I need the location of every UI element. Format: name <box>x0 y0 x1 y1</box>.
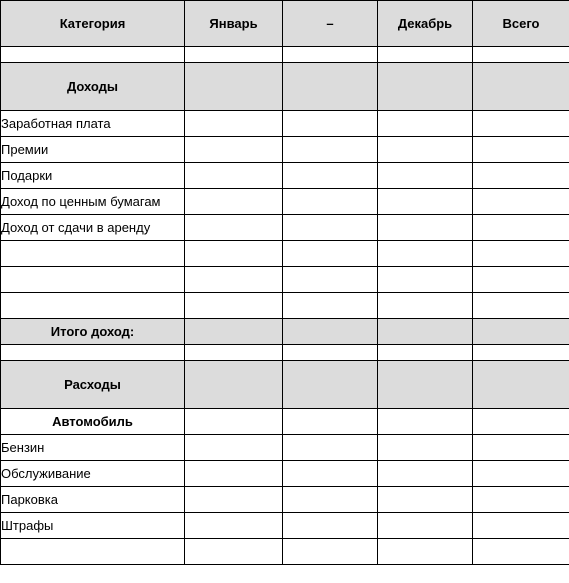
table-cell[interactable] <box>1 267 185 293</box>
table-cell[interactable] <box>378 461 473 487</box>
table-cell[interactable] <box>473 345 569 361</box>
table-cell[interactable] <box>185 539 283 565</box>
table-cell[interactable] <box>473 47 569 63</box>
table-cell[interactable] <box>283 293 378 319</box>
empty-row <box>1 241 569 267</box>
table-cell[interactable] <box>473 513 569 539</box>
table-cell[interactable] <box>1 47 185 63</box>
table-cell[interactable] <box>1 539 185 565</box>
expense-group-label: Автомобиль <box>1 409 185 435</box>
row-label: Штрафы <box>1 513 185 539</box>
table-cell[interactable] <box>283 409 378 435</box>
row-label: Обслуживание <box>1 461 185 487</box>
table-row <box>1 189 569 215</box>
table-cell[interactable] <box>473 215 569 241</box>
table-row <box>1 461 569 487</box>
table-cell[interactable] <box>378 539 473 565</box>
table-cell[interactable] <box>185 461 283 487</box>
col-header-january: Январь <box>185 1 283 47</box>
table-cell[interactable] <box>185 215 283 241</box>
table-cell[interactable] <box>473 63 569 111</box>
table-cell[interactable] <box>473 539 569 565</box>
row-label: Парковка <box>1 487 185 513</box>
table-cell[interactable] <box>185 345 283 361</box>
row-label: Премии <box>1 137 185 163</box>
table-cell[interactable] <box>473 319 569 345</box>
expenses-section-row <box>1 361 569 409</box>
table-cell[interactable] <box>378 513 473 539</box>
col-header-total: Всего <box>473 1 569 47</box>
table-cell[interactable] <box>473 111 569 137</box>
table-cell[interactable] <box>283 47 378 63</box>
table-cell[interactable] <box>378 319 473 345</box>
table-cell[interactable] <box>378 47 473 63</box>
table-cell[interactable] <box>283 111 378 137</box>
table-cell[interactable] <box>185 63 283 111</box>
table-cell[interactable] <box>1 293 185 319</box>
table-cell[interactable] <box>283 137 378 163</box>
table-cell[interactable] <box>283 487 378 513</box>
table-cell[interactable] <box>283 63 378 111</box>
table-cell[interactable] <box>473 293 569 319</box>
table-cell[interactable] <box>283 345 378 361</box>
table-cell[interactable] <box>378 267 473 293</box>
table-cell[interactable] <box>185 163 283 189</box>
table-cell[interactable] <box>473 487 569 513</box>
table-cell[interactable] <box>185 487 283 513</box>
table-cell[interactable] <box>283 163 378 189</box>
table-cell[interactable] <box>378 345 473 361</box>
table-cell[interactable] <box>185 189 283 215</box>
table-cell[interactable] <box>378 137 473 163</box>
empty-row <box>1 293 569 319</box>
table-row <box>1 513 569 539</box>
table-cell[interactable] <box>473 361 569 409</box>
table-cell[interactable] <box>283 267 378 293</box>
table-cell[interactable] <box>185 361 283 409</box>
table-cell[interactable] <box>378 163 473 189</box>
table-cell[interactable] <box>378 409 473 435</box>
empty-row <box>1 267 569 293</box>
row-label: Бензин <box>1 435 185 461</box>
table-cell[interactable] <box>283 241 378 267</box>
table-cell[interactable] <box>1 241 185 267</box>
table-row <box>1 435 569 461</box>
table-cell[interactable] <box>283 435 378 461</box>
table-cell[interactable] <box>473 137 569 163</box>
table-cell[interactable] <box>185 137 283 163</box>
col-header-category: Категория <box>1 1 185 47</box>
header-row <box>1 1 569 47</box>
table-cell[interactable] <box>378 111 473 137</box>
table-cell[interactable] <box>185 111 283 137</box>
spacer-row <box>1 47 569 63</box>
table-cell[interactable] <box>185 435 283 461</box>
table-cell[interactable] <box>283 539 378 565</box>
table-row <box>1 215 569 241</box>
table-row <box>1 137 569 163</box>
table-cell[interactable] <box>283 513 378 539</box>
table-cell[interactable] <box>185 47 283 63</box>
table-cell[interactable] <box>378 215 473 241</box>
empty-row <box>1 539 569 565</box>
col-header-dash: – <box>283 1 378 47</box>
table-cell[interactable] <box>378 241 473 267</box>
table-cell[interactable] <box>378 487 473 513</box>
income-section-row <box>1 63 569 111</box>
table-cell[interactable] <box>185 409 283 435</box>
table-cell[interactable] <box>378 63 473 111</box>
table-cell[interactable] <box>185 241 283 267</box>
col-header-december: Декабрь <box>378 1 473 47</box>
income-section-title: Доходы <box>1 63 185 111</box>
table-cell[interactable] <box>283 361 378 409</box>
table-cell[interactable] <box>185 267 283 293</box>
spacer-row <box>1 345 569 361</box>
expenses-section-title: Расходы <box>1 361 185 409</box>
table-cell[interactable] <box>378 189 473 215</box>
table-row <box>1 163 569 189</box>
table-cell[interactable] <box>473 435 569 461</box>
table-cell[interactable] <box>378 435 473 461</box>
table-cell[interactable] <box>283 215 378 241</box>
table-row <box>1 111 569 137</box>
table-cell[interactable] <box>473 163 569 189</box>
table-cell[interactable] <box>185 319 283 345</box>
table-cell[interactable] <box>378 293 473 319</box>
table-cell[interactable] <box>378 361 473 409</box>
expense-group-row <box>1 409 569 435</box>
table-cell[interactable] <box>1 345 185 361</box>
table-cell[interactable] <box>283 189 378 215</box>
table-cell[interactable] <box>473 241 569 267</box>
table-cell[interactable] <box>473 267 569 293</box>
income-total-label: Итого доход: <box>1 319 185 345</box>
table-cell[interactable] <box>283 461 378 487</box>
table-cell[interactable] <box>473 461 569 487</box>
table-cell[interactable] <box>185 293 283 319</box>
row-label: Заработная плата <box>1 111 185 137</box>
table-cell[interactable] <box>283 319 378 345</box>
income-total-row <box>1 319 569 345</box>
table-cell[interactable] <box>185 513 283 539</box>
row-label: Доход от сдачи в аренду <box>1 215 185 241</box>
row-label: Подарки <box>1 163 185 189</box>
table-row <box>1 487 569 513</box>
row-label: Доход по ценным бумагам <box>1 189 185 215</box>
table-cell[interactable] <box>473 189 569 215</box>
table-cell[interactable] <box>473 409 569 435</box>
